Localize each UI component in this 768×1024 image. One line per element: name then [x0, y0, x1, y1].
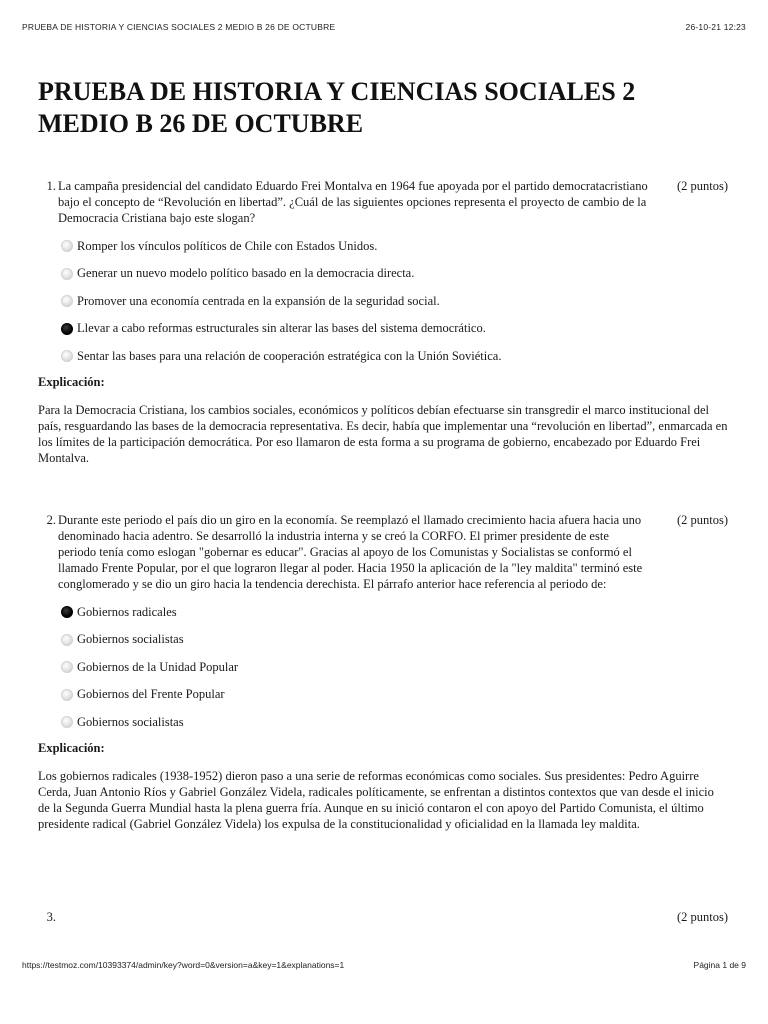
answer-option-label: Gobiernos radicales — [77, 604, 177, 619]
answer-option[interactable] — [61, 291, 728, 311]
answer-option[interactable] — [61, 346, 728, 366]
question-points: (2 puntos) — [676, 513, 728, 527]
answer-option-label: Gobiernos del Frente Popular — [77, 687, 225, 702]
radio-button-selected-icon[interactable] — [61, 606, 73, 618]
answer-option[interactable] — [61, 630, 728, 650]
answer-option-label: Gobiernos socialistas — [77, 714, 184, 729]
radio-button-icon[interactable] — [61, 268, 73, 280]
answer-options — [61, 236, 728, 366]
print-footer — [22, 960, 746, 974]
answer-option-label: Gobiernos de la Unidad Popular — [77, 659, 239, 674]
print-header-title: PRUEBA DE HISTORIA Y CIENCIAS SOCIALES 2 MEDIO B 26 DE OCTUBRE — [22, 22, 336, 32]
answer-option[interactable] — [61, 602, 728, 622]
explanation-heading: Explicación: — [38, 741, 105, 756]
explanation-heading: Explicación: — [38, 375, 105, 390]
question-number: 3. — [46, 910, 56, 924]
answer-option-label: Gobiernos socialistas — [77, 632, 184, 647]
question-header — [38, 178, 728, 226]
answer-option-label: Promover una economía centrada en la expansión de la seguridad social. — [77, 293, 440, 308]
answer-option-label: Generar un nuevo modelo político basado en la democracia directa. — [77, 266, 415, 281]
answer-option[interactable] — [61, 264, 728, 284]
radio-button-icon[interactable] — [61, 661, 73, 673]
print-header — [22, 22, 746, 36]
page-title: PRUEBA DE HISTORIA Y CIENCIAS SOCIALES 2 MEDIO B 26 DE OCTUBRE — [38, 77, 636, 138]
page-url: https://testmoz.com/10393374/admin/key?word=0&version=a&key=1&explanations=1 — [22, 960, 345, 970]
answer-option-label: Romper los vínculos políticos de Chile con Estados Unidos. — [77, 238, 378, 253]
question-1 — [38, 178, 728, 466]
radio-button-icon[interactable] — [61, 689, 73, 701]
explanation-text: Para la Democracia Cristiana, los cambios sociales, económicos y políticos debían efectuarse sin transgredir el marco institucional del país, resguardando las bases de la democracia representativa. Es decir, había que implementar una “revolución en libertad”, enmarcada en los límites de la participación democrática. Por eso llamaron de esta forma a su programa de gobierno, encabezado por Eduardo Frei Montalva. — [38, 403, 728, 466]
question-points: (2 puntos) — [676, 910, 728, 924]
radio-button-icon[interactable] — [61, 716, 73, 728]
answer-option-label: Llevar a cabo reformas estructurales sin alterar las bases del sistema democrático. — [77, 321, 486, 336]
explanation-text: Los gobiernos radicales (1938-1952) dieron paso a una serie de reformas económicas como sociales. Sus presidentes: Pedro Aguirre Cerda, Juan Antonio Ríos y Gabriel González Videla, radicales políticamente, se enfrentan a distintos contextos que van desde el inicio de la Segunda Guerra Mundial hasta la plena guerra fría. Aunque en su inició contaron el con apoyo del Partido Comunista, el último presidente radical (Gabriel González Videla) los expulsa de la constitucionalidad y oficialidad en la llamada ley maldita. — [38, 769, 714, 832]
answer-options — [61, 602, 728, 732]
answer-option[interactable] — [61, 319, 728, 339]
question-2 — [38, 512, 728, 832]
question-points: (2 puntos) — [676, 179, 728, 193]
radio-button-icon[interactable] — [61, 240, 73, 252]
answer-option[interactable] — [61, 712, 728, 732]
question-text: Durante este periodo el país dio un giro en la economía. Se reemplazó el llamado crecimiento hacia afuera hacia uno denominado hacia adentro. Se desarrolló la industria interna y se creó la CORFO. El primer presidente de este periodo tenía como eslogan "gobernar es educar". Gracias al apoyo de los Comunistas y Socialistas se conformó el llamado Frente Popular, por el que lograron llegar al poder. Hacia 1950 la aplicación de la "ley maldita" terminó este conglomerado y se dio un giro hacia la tendencia derechista. El párrafo anterior hace referencia al periodo de: — [58, 513, 643, 591]
radio-button-icon[interactable] — [61, 295, 73, 307]
answer-option[interactable] — [61, 657, 728, 677]
answer-option[interactable] — [61, 236, 728, 256]
answer-option[interactable] — [61, 685, 728, 705]
page-number: Página 1 de 9 — [693, 960, 746, 970]
radio-button-icon[interactable] — [61, 350, 73, 362]
answer-option-label: Sentar las bases para una relación de cooperación estratégica con la Unión Soviética. — [77, 348, 502, 363]
question-number: 1. — [46, 179, 56, 193]
question-header — [38, 512, 728, 592]
question-number: 2. — [46, 513, 56, 527]
print-header-datetime: 26-10-21 12:23 — [685, 22, 746, 32]
question-text: La campaña presidencial del candidato Eduardo Frei Montalva en 1964 fue apoyada por el partido democratacristiano bajo el concepto de “Revolución en libertad”. ¿Cuál de las siguientes opciones representa el proyecto de cambio de la Democracia Cristiana bajo este slogan? — [58, 179, 648, 225]
radio-button-selected-icon[interactable] — [61, 323, 73, 335]
radio-button-icon[interactable] — [61, 634, 73, 646]
